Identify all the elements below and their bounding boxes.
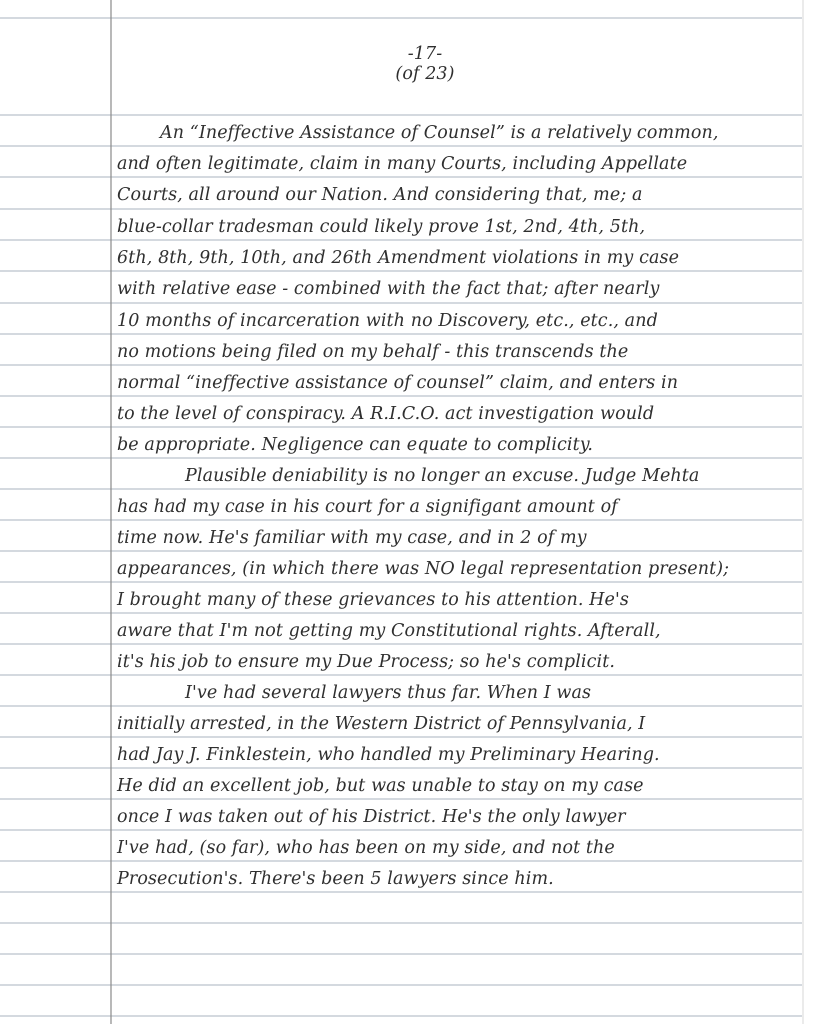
text-line: be appropriate. Negligence can equate to complicity. <box>117 435 594 455</box>
text-line: had Jay J. Finklestein, who handled my Preliminary Hearing. <box>117 745 660 765</box>
page-count: (of 23) <box>395 64 455 84</box>
text-line: I brought many of these grievances to his attention. He's <box>117 590 629 610</box>
text-line: to the level of conspiracy. A R.I.C.O. act investigation would <box>117 404 655 424</box>
text-line: with relative ease - combined with the fact that; after nearly <box>117 279 660 299</box>
text-line: I've had several lawyers thus far. When I was <box>185 683 592 703</box>
text-line: 10 months of incarceration with no Discovery, etc., etc., and <box>117 311 658 331</box>
text-line: normal “ineffective assistance of counsel” claim, and enters in <box>117 373 679 393</box>
text-line: initially arrested, in the Western District of Pennsylvania, I <box>117 714 646 734</box>
text-line: He did an excellent job, but was unable to stay on my case <box>117 776 644 796</box>
text-line: blue-collar tradesman could likely prove 1st, 2nd, 4th, 5th, <box>117 217 646 237</box>
text-line: and often legitimate, claim in many Courts, including Appellate <box>117 154 688 174</box>
text-line: it's his job to ensure my Due Process; so he's complicit. <box>117 652 616 672</box>
text-line: Plausible deniability is no longer an excuse. Judge Mehta <box>185 466 700 486</box>
text-line: Prosecution's. There's been 5 lawyers since him. <box>117 869 554 889</box>
text-line: I've had, (so far), who has been on my side, and not the <box>117 838 615 858</box>
text-line: An “Ineffective Assistance of Counsel” is a relatively common, <box>160 123 719 143</box>
page-number: -17- <box>407 44 443 64</box>
text-line: has had my case in his court for a signifigant amount of <box>117 497 618 517</box>
text-line: aware that I'm not getting my Constitutional rights. Afterall, <box>117 621 661 641</box>
text-line: 6th, 8th, 9th, 10th, and 26th Amendment violations in my case <box>117 248 680 268</box>
text-line: time now. He's familiar with my case, and in 2 of my <box>117 528 587 548</box>
text-line: no motions being filed on my behalf - this transcends the <box>117 342 629 362</box>
text-line: Courts, all around our Nation. And considering that, me; a <box>117 185 643 205</box>
text-line: once I was taken out of his District. He's the only lawyer <box>117 807 626 827</box>
text-line: appearances, (in which there was NO legal representation present); <box>117 559 730 579</box>
